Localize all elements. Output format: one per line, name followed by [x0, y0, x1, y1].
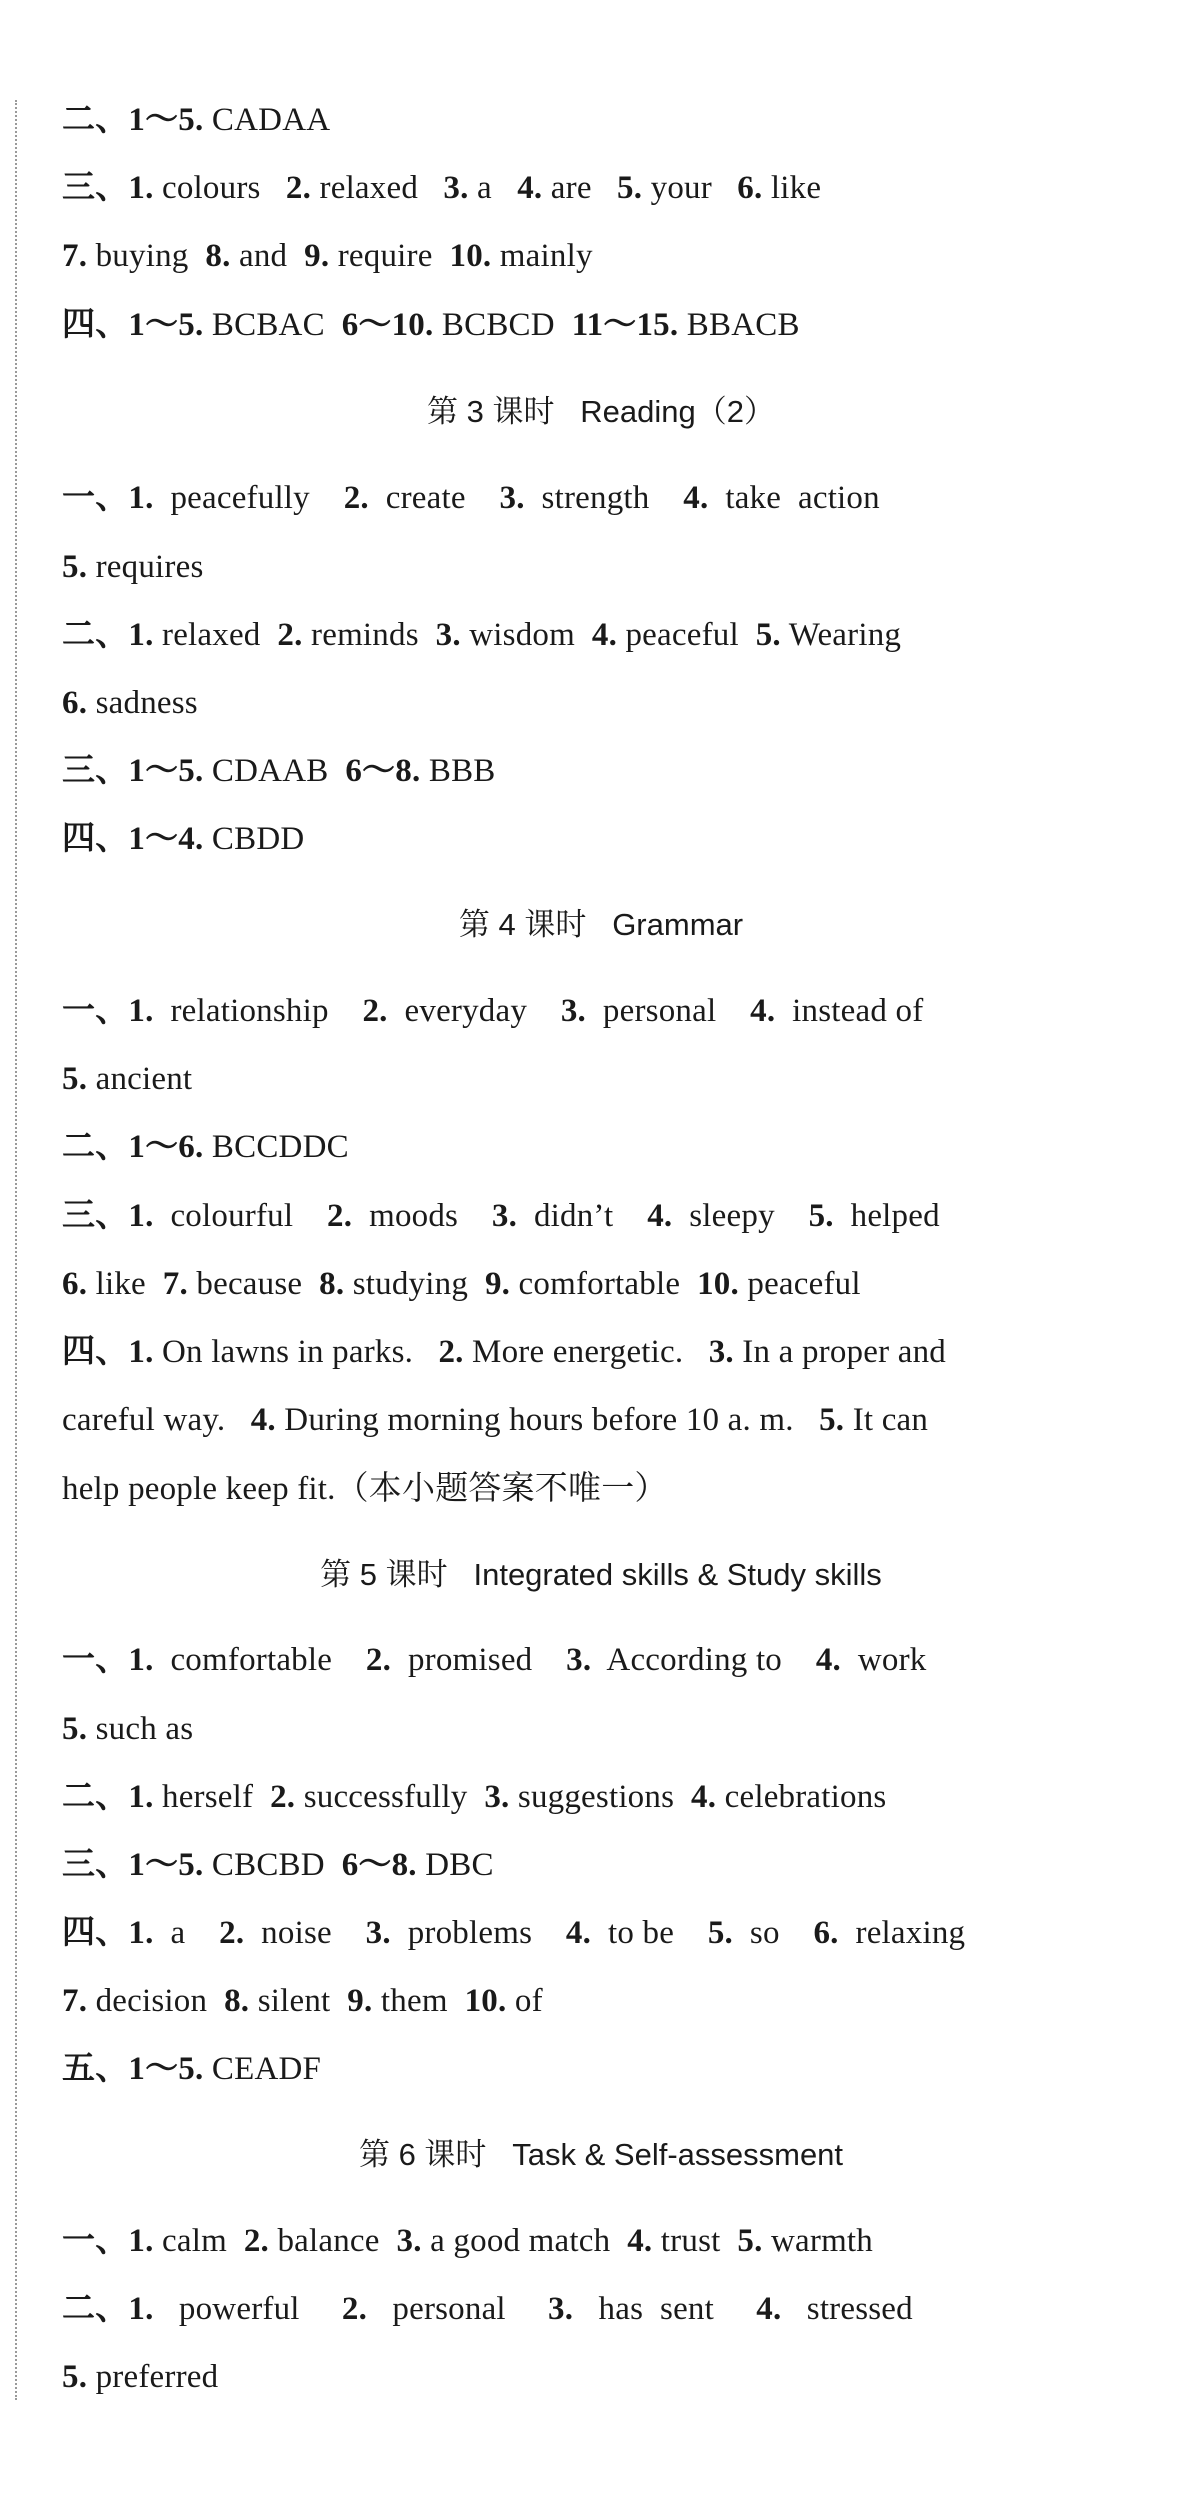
question-number: 1～5. [128, 753, 204, 789]
answer-line [62, 98, 1162, 142]
answer-text: preferred [87, 2359, 219, 2395]
answer-text: has sent [573, 2291, 757, 2327]
answer-text: relationship [153, 993, 363, 1029]
answer-line [62, 1398, 1162, 1442]
question-number: 5. [819, 1402, 845, 1438]
question-number: 5. [617, 170, 643, 206]
answer-text: noise [244, 1915, 366, 1951]
question-number: 1. [128, 2223, 154, 2259]
question-number: 6. [813, 1915, 839, 1951]
answer-line [62, 545, 1162, 589]
question-number: 9. [347, 1983, 373, 2019]
question-number: 8. [205, 238, 231, 274]
answer-text: trust [652, 2223, 738, 2259]
answer-line [62, 1467, 1162, 1511]
question-number: 11～15. [571, 307, 679, 343]
question-number: 4. [647, 1198, 673, 1234]
question-number: 4. [750, 993, 776, 1029]
part-label: 一、 [62, 480, 129, 516]
answer-text: them [372, 1983, 465, 2019]
answer-line [62, 1262, 1162, 1306]
answer-line [62, 303, 1162, 347]
answer-text: CBDD [203, 821, 305, 857]
answer-text: calm [153, 2223, 244, 2259]
answer-text: moods [352, 1198, 492, 1234]
answer-text: create [368, 480, 500, 516]
answer-text: mainly [491, 238, 593, 274]
answer-line [62, 2047, 1162, 2091]
answer-line [62, 234, 1162, 278]
part-label: 二、 [62, 617, 129, 653]
question-number: 3. [484, 1779, 510, 1815]
question-number: 3. [566, 1642, 592, 1678]
question-number: 4. [591, 617, 618, 653]
question-number: 1～5. [128, 1847, 204, 1883]
question-number: 4. [565, 1915, 592, 1951]
question-number: 1. [128, 1779, 154, 1815]
answer-line [62, 817, 1162, 861]
question-number: 1. [128, 993, 154, 1029]
answer-text: to be [591, 1915, 708, 1951]
answer-text: peacefully [153, 480, 344, 516]
part-label: 四、 [62, 821, 129, 857]
question-number: 4. [250, 1402, 276, 1438]
answer-text: CADAA [203, 102, 331, 138]
answer-text: studying [344, 1266, 485, 1302]
answer-line [62, 1057, 1162, 1101]
question-number: 2. [270, 1779, 296, 1815]
answer-line [62, 1979, 1162, 2023]
question-number: 5. [808, 1198, 834, 1234]
answer-line [62, 2287, 1162, 2331]
answer-text: reminds [302, 617, 436, 653]
question-number: 7. [162, 1266, 188, 1302]
question-number: 2. [341, 2291, 368, 2327]
question-number: 7. [62, 238, 88, 274]
question-number: 5. [62, 549, 88, 585]
answer-line [62, 681, 1162, 725]
question-number: 9. [484, 1266, 511, 1302]
answer-text: Wearing [780, 617, 902, 653]
part-label: 三、 [62, 753, 129, 789]
question-number: 5. [755, 617, 781, 653]
section-title: 第 5 课时 Integrated skills & Study skills [320, 1557, 882, 1592]
part-label: 四、 [62, 307, 129, 343]
answer-text: BBB [420, 753, 496, 789]
answer-text: wisdom [460, 617, 592, 653]
question-number: 1～5. [128, 307, 204, 343]
answer-text: CBCBD [203, 1847, 342, 1883]
part-label: 一、 [62, 1642, 129, 1678]
answer-text: everyday [387, 993, 561, 1029]
answer-text: requires [87, 549, 204, 585]
question-number: 2. [277, 617, 303, 653]
question-number: 10. [449, 238, 492, 274]
answer-line [62, 1843, 1162, 1887]
question-number: 4. [691, 1779, 717, 1815]
answer-line [62, 1638, 1162, 1682]
answer-text: work [840, 1642, 927, 1678]
answer-text: instead of [775, 993, 924, 1029]
answer-text: sadness [87, 685, 198, 721]
answer-text: careful way. [62, 1402, 251, 1438]
answer-text: didn’t [517, 1198, 648, 1234]
question-number: 1～5. [128, 2051, 204, 2087]
part-label: 三、 [62, 1198, 129, 1234]
answer-text: a good match [421, 2223, 628, 2259]
answer-text: a [468, 170, 518, 206]
answer-text: silent [249, 1983, 348, 2019]
answer-text: stressed [781, 2291, 913, 2327]
question-number: 5. [62, 1711, 88, 1747]
question-number: 1. [128, 1915, 154, 1951]
answer-text: because [187, 1266, 320, 1302]
answer-line [62, 1775, 1162, 1819]
part-label: 二、 [62, 1779, 129, 1815]
answer-text: relaxed [311, 170, 444, 206]
part-label: 三、 [62, 1847, 129, 1883]
question-number: 4. [756, 2291, 782, 2327]
answer-text: personal [367, 2291, 549, 2327]
question-number: 2. [438, 1334, 464, 1370]
answer-line [62, 476, 1162, 520]
question-number: 1～4. [128, 821, 204, 857]
answer-line [62, 1707, 1162, 1751]
answer-text: like [762, 170, 822, 206]
question-number: 5. [737, 2223, 763, 2259]
answer-text: help people keep fit.（本小题答案不唯一） [62, 1471, 668, 1507]
part-label: 一、 [62, 2223, 129, 2259]
answer-text: so [733, 1915, 814, 1951]
part-label: 五、 [62, 2051, 129, 2087]
answer-text: a [153, 1915, 220, 1951]
answer-text: sleepy [672, 1198, 809, 1234]
question-number: 1. [128, 480, 154, 516]
answer-text: are [542, 170, 618, 206]
question-number: 3. [435, 617, 461, 653]
answer-text: CDAAB [203, 753, 346, 789]
answer-text: successfully [295, 1779, 485, 1815]
question-number: 1. [128, 1642, 154, 1678]
answer-text: BCBAC [203, 307, 342, 343]
question-number: 6～8. [341, 1847, 417, 1883]
question-number: 1. [128, 617, 154, 653]
question-number: 1. [128, 2291, 154, 2327]
answer-text: strength [524, 480, 684, 516]
section-title: 第 3 课时 Reading（2） [426, 394, 776, 429]
answer-text: ancient [87, 1061, 193, 1097]
question-number: 3. [365, 1915, 391, 1951]
answer-text: require [329, 238, 450, 274]
section-title: 第 4 课时 Grammar [458, 907, 744, 942]
question-number: 3. [499, 480, 525, 516]
answer-text: like [87, 1266, 163, 1302]
question-number: 4. [815, 1642, 841, 1678]
part-label: 四、 [62, 1915, 129, 1951]
question-number: 1. [128, 1198, 154, 1234]
answer-line [62, 989, 1162, 1033]
answer-line [62, 1194, 1162, 1238]
answer-text: suggestions [509, 1779, 692, 1815]
answer-text: take action [708, 480, 880, 516]
answer-line [62, 613, 1162, 657]
part-label: 四、 [62, 1334, 129, 1370]
question-number: 3. [491, 1198, 518, 1234]
answer-line [62, 1911, 1162, 1955]
question-number: 10. [464, 1983, 507, 2019]
answer-text: colourful [153, 1198, 328, 1234]
question-number: 5. [62, 2359, 88, 2395]
part-label: 一、 [62, 993, 129, 1029]
question-number: 2. [219, 1915, 245, 1951]
answer-text: comfortable [153, 1642, 366, 1678]
part-label: 二、 [62, 2291, 129, 2327]
answer-line [62, 2219, 1162, 2263]
answer-text: powerful [153, 2291, 342, 2327]
part-label: 三、 [62, 170, 129, 206]
question-number: 6～10. [341, 307, 434, 343]
question-number: 7. [62, 1983, 88, 2019]
question-number: 2. [343, 480, 369, 516]
answer-text: of [506, 1983, 543, 2019]
question-number: 8. [224, 1983, 250, 2019]
answer-text: BBACB [678, 307, 800, 343]
part-label: 二、 [62, 1129, 129, 1165]
answer-text: CEADF [203, 2051, 322, 2087]
question-number: 6. [737, 170, 763, 206]
answer-text: In a proper and [733, 1334, 946, 1370]
answer-text: promised [391, 1642, 567, 1678]
answer-text: relaxed [153, 617, 278, 653]
answer-text: According to [591, 1642, 816, 1678]
answer-text: BCBCD [433, 307, 572, 343]
question-number: 9. [304, 238, 330, 274]
question-number: 8. [319, 1266, 345, 1302]
question-number: 6. [62, 1266, 88, 1302]
answer-text: and [230, 238, 305, 274]
question-number: 1～5. [128, 102, 204, 138]
part-label: 二、 [62, 102, 129, 138]
answer-text: During morning hours before 10 a. m. [275, 1402, 820, 1438]
answer-text: colours [153, 170, 286, 206]
answer-line [62, 166, 1162, 210]
question-number: 3. [396, 2223, 422, 2259]
answer-text: such as [87, 1711, 194, 1747]
question-number: 10. [697, 1266, 739, 1302]
answer-text: peaceful [738, 1266, 861, 1302]
answer-line [62, 749, 1162, 793]
question-number: 3. [548, 2291, 574, 2327]
question-number: 5. [62, 1061, 88, 1097]
answer-line [62, 1125, 1162, 1169]
answer-text: buying [87, 238, 206, 274]
question-number: 6. [62, 685, 88, 721]
answer-text: decision [87, 1983, 225, 2019]
binding-margin-line [15, 100, 17, 2400]
question-number: 4. [627, 2223, 653, 2259]
answer-text: balance [269, 2223, 397, 2259]
answer-text: helped [833, 1198, 940, 1234]
answer-text: BCCDDC [203, 1129, 349, 1165]
answer-text: comfortable [510, 1266, 698, 1302]
question-number: 3. [560, 993, 587, 1029]
answer-text: personal [586, 993, 751, 1029]
question-number: 4. [517, 170, 543, 206]
answer-text: relaxing [838, 1915, 966, 1951]
question-number: 2. [362, 993, 388, 1029]
answer-text: celebrations [716, 1779, 887, 1815]
answer-text: DBC [416, 1847, 494, 1883]
answer-text: peaceful [617, 617, 756, 653]
answer-text: your [642, 170, 738, 206]
question-number: 1～6. [128, 1129, 204, 1165]
question-number: 4. [683, 480, 709, 516]
question-number: 1. [128, 1334, 154, 1370]
question-number: 2. [285, 170, 312, 206]
question-number: 6～8. [345, 753, 421, 789]
answer-text: It can [844, 1402, 929, 1438]
answer-text: herself [153, 1779, 271, 1815]
answer-text: More energetic. [463, 1334, 709, 1370]
answer-text: On lawns in parks. [153, 1334, 439, 1370]
question-number: 5. [707, 1915, 733, 1951]
section-title: 第 6 课时 Task & Self-assessment [358, 2137, 844, 2172]
question-number: 1. [128, 170, 154, 206]
answer-text: warmth [762, 2223, 874, 2259]
question-number: 2. [243, 2223, 269, 2259]
answer-text: problems [390, 1915, 566, 1951]
question-number: 2. [365, 1642, 392, 1678]
question-number: 3. [443, 170, 469, 206]
question-number: 2. [327, 1198, 353, 1234]
answer-line [62, 1330, 1162, 1374]
answer-line [62, 2355, 1162, 2399]
question-number: 3. [708, 1334, 734, 1370]
